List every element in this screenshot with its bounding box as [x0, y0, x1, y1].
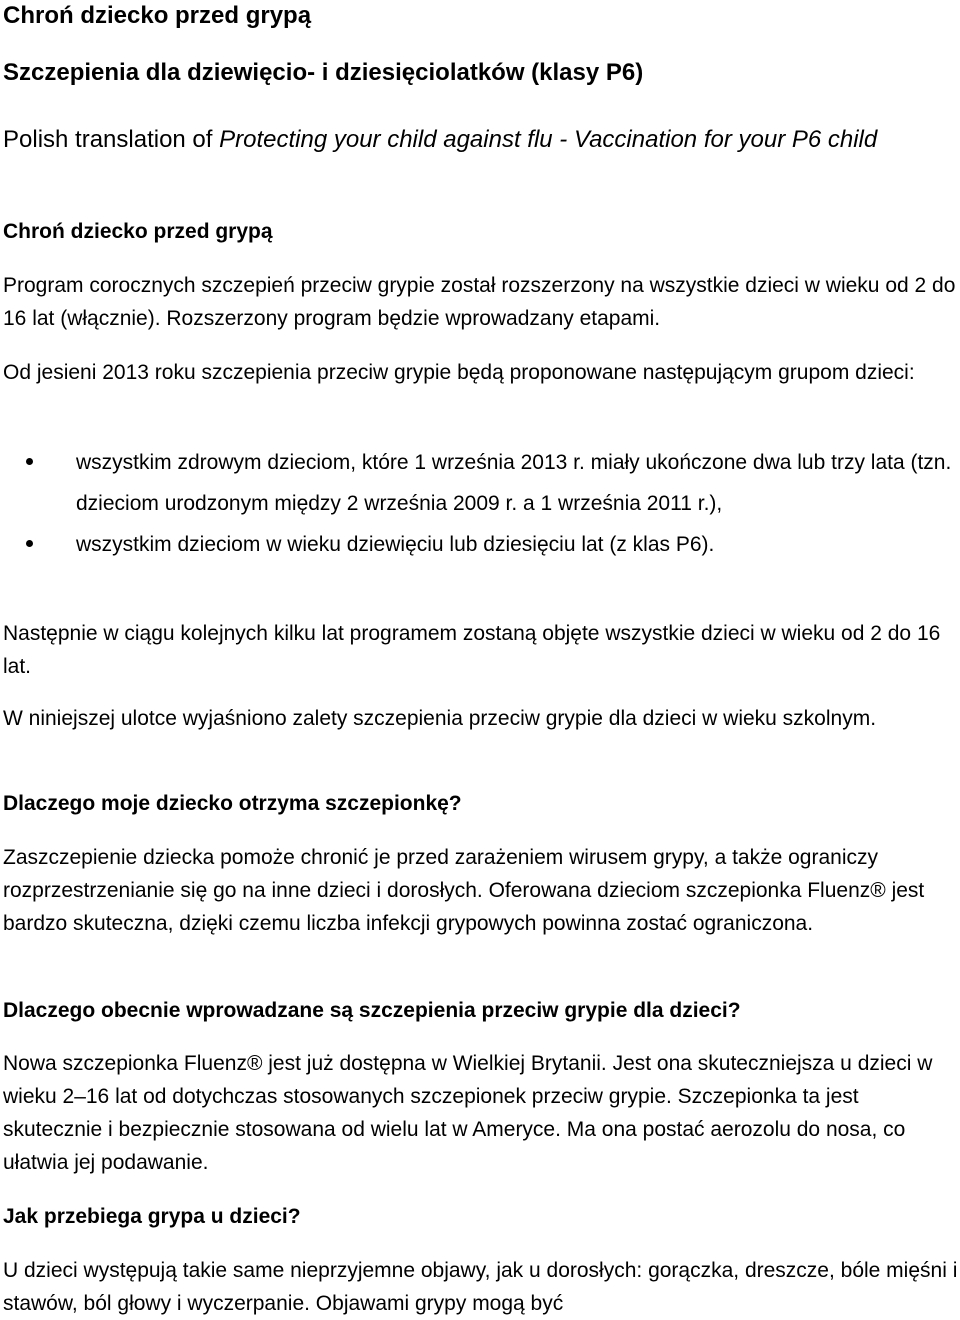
list-item [0, 442, 956, 524]
translation-note [3, 123, 953, 157]
question-heading-why-vaccine: Dlaczego moje dziecko otrzyma szczepionkę? [3, 792, 462, 815]
list-item-text: wszystkim dzieciom w wieku dziewięciu lub dziesięciu lat (z klas P6). [76, 533, 715, 556]
list-item-text: wszystkim zdrowym dzieciom, które 1 września 2013 r. miały ukończone dwa lub trzy lata (tzn. dzieciom urodzonym między 2 września 2009 r. a 1 września 2011 r.), [76, 451, 952, 515]
paragraph-flu-symptoms: U dzieci występują takie same nieprzyjemne objawy, jak u dorosłych: gorączka, dreszcze, bóle mięśni i stawów, ból głowy i wyczerpanie. Objawami grypy mogą być [3, 1259, 958, 1315]
paragraph-program: Program corocznych szczepień przeciw grypie został rozszerzony na wszystkie dzieci w wieku od 2 do 16 lat (włącznie). Rozszerzony program będzie wprowadzany etapami. [3, 274, 956, 330]
paragraph-autumn-2013: Od jesieni 2013 roku szczepienia przeciw grypie będą proponowane następującym grupom dzieci: [3, 361, 915, 384]
question-heading-why-now: Dlaczego obecnie wprowadzane są szczepienia przeciw grypie dla dzieci? [3, 999, 741, 1022]
bullet-icon [26, 540, 33, 547]
document-subtitle: Szczepienia dla dziewięcio- i dziesięciolatków (klasy P6) [3, 59, 644, 86]
translation-original-title: Protecting your child against flu - Vaccination for your P6 child [219, 126, 878, 153]
paragraph-why-now: Nowa szczepionka Fluenz® jest już dostępna w Wielkiej Brytanii. Jest ona skuteczniejsza u dzieci w wieku 2–16 lat od dotychczas stosowanych szczepionek przeciw grypie. Szczepionka ta jest skutecznie i bezpiecznie stosowana od wielu lat w Ameryce. Ma ona postać aerozolu do nosa, co ułatwia jej podawanie. [3, 1052, 933, 1174]
section-heading: Chroń dziecko przed grypą [3, 220, 273, 243]
document-title: Chroń dziecko przed grypą [3, 2, 312, 29]
list-item [0, 524, 956, 565]
paragraph-next-years: Następnie w ciągu kolejnych kilku lat programem zostaną objęte wszystkie dzieci w wieku od 2 do 16 lat. [3, 622, 941, 678]
translation-prefix: Polish translation of [3, 126, 220, 153]
paragraph-why-vaccine: Zaszczepienie dziecka pomoże chronić je przed zarażeniem wirusem grypy, a także ograniczy rozprzestrzenianie się go na inne dzieci i dorosłych. Oferowana dzieciom szczepionka Fluenz® jest bardzo skuteczna, dzięki czemu liczba infekcji grypowych powinna zostać ograniczona. [3, 846, 925, 935]
paragraph-leaflet-purpose: W niniejszej ulotce wyjaśniono zalety szczepienia przeciw grypie dla dzieci w wieku szkolnym. [3, 707, 877, 730]
question-heading-flu-in-children: Jak przebiega grypa u dzieci? [3, 1205, 301, 1228]
bullet-icon [26, 458, 33, 465]
eligible-groups-list [0, 442, 960, 565]
